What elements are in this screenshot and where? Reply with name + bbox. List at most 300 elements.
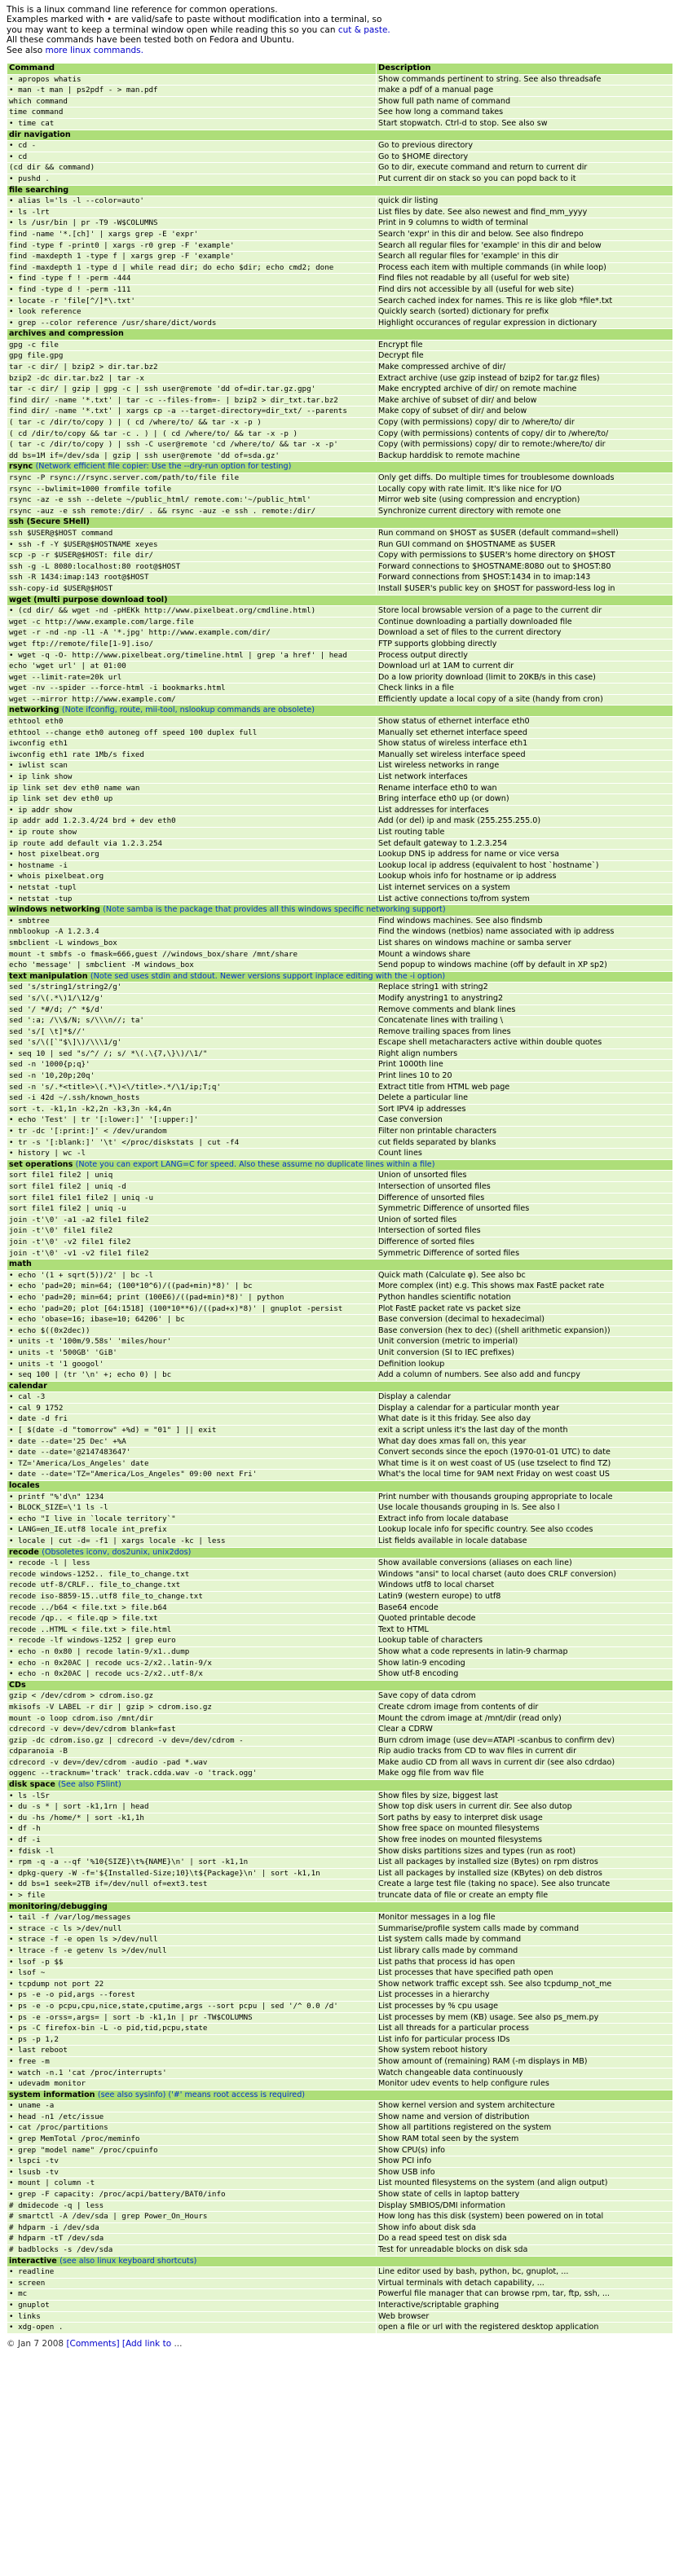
command-cell[interactable]: # smartctl -A /dev/sda | grep Power_On_Hours [7,2212,377,2223]
table-row [7,1127,673,1138]
command-cell[interactable]: • mc [7,2289,377,2301]
table-row [7,805,673,816]
command-cell[interactable]: • gnuplot [7,2300,377,2311]
command-cell[interactable]: wget -nv --spider --force-html -i bookmarks.html [7,684,377,695]
table-row [7,794,673,806]
table-header-row [7,64,673,75]
table-row [7,1614,673,1625]
command-cell[interactable]: ssh $USER@$HOST command [7,528,377,539]
command-cell[interactable]: • echo 'obase=16; ibase=10; 64206' | bc [7,1315,377,1326]
table-row [7,828,673,839]
command-cell[interactable]: recode iso-8859-15..utf8 file_to_change.txt [7,1591,377,1602]
description-cell: Mirror web site (using compression and encryption) [377,495,673,507]
command-cell[interactable]: oggenc --tracknum='track' track.cdda.wav -o 'track.ogg' [7,1769,377,1780]
description-cell: Show status of ethernet interface eth0 [377,717,673,728]
command-cell[interactable]: # badblocks -s /dev/sda [7,2245,377,2257]
command-cell[interactable]: • ps -e -o pcpu,cpu,nice,state,cputime,args --sort pcpu | sed '/^ 0.0 /d' [7,2001,377,2012]
command-cell[interactable]: bzip2 -dc dir.tar.bz2 | tar -x [7,373,377,385]
command-cell[interactable]: cdparanoia -B [7,1747,377,1758]
description-cell: Find the windows (netbios) name associated with ip address [377,927,673,939]
command-cell[interactable]: ip link set dev eth0 name wan [7,783,377,794]
description-cell: Store local browsable version of a page to the current dir [377,606,673,618]
description-cell: Create a large test file (taking no space). See also truncate [377,1879,673,1891]
table-row [7,672,673,684]
description-cell: Web browser [377,2311,673,2323]
command-cell[interactable]: gpg -c file [7,340,377,351]
command-cell[interactable]: • echo -n 0x20AC | recode ucs-2/x2..utf-8/x [7,1669,377,1681]
description-cell: Symmetric Difference of sorted files [377,1248,673,1259]
command-cell[interactable]: • lsof ~ [7,1968,377,1980]
description-cell: Show files by size, biggest last [377,1791,673,1802]
command-cell[interactable]: • head -n1 /etc/issue [7,2112,377,2123]
command-cell[interactable]: which command [7,96,377,108]
description-cell: Show available conversions (aliases on each line) [377,1558,673,1570]
command-cell[interactable]: find -type f -print0 | xargs -r0 grep -F 'example' [7,240,377,252]
description-cell: Start stopwatch. Ctrl-d to stop. See also sw [377,119,673,130]
command-cell[interactable]: find -maxdepth 1 -type d | while read dir; do echo $dir; echo cmd2; done [7,262,377,274]
command-cell[interactable]: • TZ='America/Los_Angeles' date [7,1458,377,1470]
command-cell[interactable]: • units -t '100m/9.58s' 'miles/hour' [7,1337,377,1348]
section-title-cell [7,2090,673,2101]
command-cell[interactable]: • netstat -tup [7,894,377,905]
table-row [7,1868,673,1879]
command-cell[interactable]: • > file [7,1891,377,1902]
table-row [7,2034,673,2046]
section-title: rsync [9,462,33,472]
command-cell[interactable]: • ls -lSr [7,1791,377,1802]
section-title: wget (multi purpose download tool) [9,595,168,604]
command-cell[interactable]: • cd [7,152,377,163]
command-cell[interactable]: gzip -dc cdrom.iso.gz | cdrecord -v dev=/dev/cdrom - [7,1735,377,1747]
command-cell[interactable]: echo 'message' | smbclient -M windows_box [7,961,377,972]
command-cell[interactable]: • grep --color reference /usr/share/dict/words [7,318,377,329]
table-row [7,1048,673,1060]
command-cell[interactable]: • links [7,2311,377,2323]
command-cell[interactable]: find -maxdepth 1 -type f | xargs grep -F 'example' [7,252,377,263]
description-cell: Monitor messages in a log file [377,1913,673,1924]
description-cell: Print lines 10 to 20 [377,1071,673,1083]
command-cell[interactable]: ip link set dev eth0 up [7,794,377,806]
command-cell[interactable]: • BLOCK_SIZE=\'1 ls -l [7,1503,377,1514]
table-row [7,1747,673,1758]
description-cell: Decrypt file [377,351,673,363]
command-cell[interactable]: • wget -q -O- http://www.pixelbeat.org/timeline.html | grep 'a href' | head [7,650,377,662]
command-cell[interactable]: sed -i 42d ~/.ssh/known_hosts [7,1093,377,1105]
command-cell[interactable]: echo 'wget url' | at 01:00 [7,662,377,673]
command-cell[interactable]: wget --mirror http://www.example.com/ [7,694,377,706]
table-row [7,1082,673,1093]
command-cell[interactable]: wget -r -nd -np -l1 -A '*.jpg' http://www.example.com/dir/ [7,628,377,640]
description-cell: Show commands pertinent to string. See also threadsafe [377,74,673,86]
command-cell[interactable]: • df -h [7,1824,377,1835]
command-cell[interactable]: • df -i [7,1835,377,1847]
table-row [7,296,673,307]
command-cell[interactable]: • tcpdump not port 22 [7,1979,377,1990]
command-cell[interactable]: gpg file.gpg [7,351,377,363]
command-cell[interactable]: • units -t '500GB' 'GiB' [7,1347,377,1359]
description-cell: Find files not readable by all (useful for web site) [377,274,673,285]
command-cell[interactable]: • find -type f ! -perm -444 [7,274,377,285]
command-cell[interactable]: • cd - [7,141,377,152]
description-cell: Create cdrom image from contents of dir [377,1702,673,1713]
command-cell[interactable]: # hdparm -tT /dev/sda [7,2234,377,2245]
command-cell[interactable]: rsync -P rsync://rsync.server.com/path/to/file file [7,473,377,485]
description-cell: Show disks partitions sizes and types (run as root) [377,1846,673,1857]
table-row [7,938,673,949]
command-cell[interactable]: ip route add default via 1.2.3.254 [7,838,377,850]
command-cell[interactable]: sort file1 file2 | uniq [7,1171,377,1182]
description-cell: Union of sorted files [377,1215,673,1226]
command-cell[interactable]: sed 's/string1/string2/g' [7,982,377,994]
command-cell[interactable]: smbclient -L windows_box [7,938,377,949]
command-cell[interactable]: • ssh -f -Y $USER@$HOSTNAME xeyes [7,539,377,551]
command-cell[interactable]: • echo 'pad=20; plot [64:1518] (100*10**6)/((pad+x)*8)' | gnuplot -persist [7,1303,377,1315]
command-cell[interactable]: dd bs=1M if=/dev/sda | gzip | ssh user@remote 'dd of=sda.gz' [7,451,377,462]
command-cell[interactable]: sort file1 file2 | uniq -d [7,1182,377,1193]
description-cell: Display SMBIOS/DMI information [377,2200,673,2212]
command-cell[interactable]: cdrecord -v dev=/dev/cdrom -audio -pad *.wav [7,1757,377,1769]
command-cell[interactable]: wget ftp://remote/file[1-9].iso/ [7,639,377,650]
command-cell[interactable]: • echo -n 0x80 | recode latin-9/x1..dump [7,1646,377,1658]
command-cell[interactable]: sed 's/[ \t]*$//' [7,1026,377,1038]
command-cell[interactable]: sed 's/\([`"$\]\)/\\\1/g' [7,1038,377,1049]
command-cell[interactable]: • echo '(1 + sqrt(5))/2' | bc -l [7,1270,377,1281]
command-cell[interactable]: sed -n '10,20p;20q' [7,1071,377,1083]
command-cell[interactable]: join -t'\0' -a1 -a2 file1 file2 [7,1215,377,1226]
command-cell[interactable]: • locale | cut -d= -f1 | xargs locale -kc | less [7,1536,377,1548]
command-cell[interactable]: • smbtree [7,916,377,927]
description-cell: List all packages by installed size (KBytes) on deb distros [377,1868,673,1879]
table-row [7,539,673,551]
command-cell[interactable]: • mount | column -t [7,2178,377,2190]
table-row [7,2056,673,2068]
command-cell[interactable]: • echo "I live in `locale territory`" [7,1514,377,1525]
comments-link[interactable]: [Comments] [66,2338,120,2349]
command-cell[interactable]: • uname -a [7,2101,377,2112]
command-cell[interactable]: • cal 9 1752 [7,1403,377,1414]
command-cell[interactable]: • ls -lrt [7,207,377,218]
command-cell[interactable]: • rpm -q -a --qf '%10{SIZE}\t%{NAME}\n' | sort -k1,1n [7,1857,377,1869]
command-cell[interactable]: • fdisk -l [7,1846,377,1857]
table-row [7,2311,673,2323]
command-cell[interactable]: mount -o loop cdrom.iso /mnt/dir [7,1713,377,1725]
command-cell[interactable]: • recode -lf windows-1252 | grep euro [7,1636,377,1647]
description-cell: Forward connections from $HOST:1434 in to imap:143 [377,573,673,584]
command-cell[interactable]: recode /qp.. < file.qp > file.txt [7,1614,377,1625]
table-row [7,429,673,440]
description-cell: Show free inodes on mounted filesystems [377,1835,673,1847]
command-cell[interactable]: • ps -e -orss=,args= | sort -b -k1,1n | pr -TW$COLUMNS [7,2012,377,2024]
command-cell[interactable]: join -t'\0' file1 file2 [7,1226,377,1237]
command-cell[interactable]: • echo 'pad=20; min=64; (100*10^6)/((pad+min)*8)' | bc [7,1281,377,1293]
description-cell: List fields available in locale database [377,1536,673,1548]
command-cell[interactable]: time command [7,108,377,119]
description-cell: Sort IPV4 ip addresses [377,1104,673,1115]
table-row [7,1923,673,1935]
command-cell[interactable]: sed '/ *#/d; /^ *$/d' [7,1004,377,1016]
description-cell: List active connections to/from system [377,894,673,905]
command-cell[interactable]: • ip route show [7,828,377,839]
command-cell[interactable]: ssh -R 1434:imap:143 root@$HOST [7,573,377,584]
table-row [7,506,673,517]
command-cell[interactable]: • tr -s '[:blank:]' '\t' </proc/diskstats | cut -f4 [7,1137,377,1149]
command-cell[interactable]: wget -c http://www.example.com/large.file [7,617,377,628]
command-cell[interactable]: • echo -n 0x20AC | recode ucs-2/x2..latin-9/x [7,1658,377,1669]
command-cell[interactable]: • ip addr show [7,805,377,816]
command-cell[interactable]: tar -c dir/ | bzip2 > dir.tar.bz2 [7,363,377,374]
table-row [7,2300,673,2311]
command-cell[interactable]: ethtool eth0 [7,717,377,728]
description-cell: Windows "ansi" to local charset (auto does CRLF conversion) [377,1569,673,1580]
command-cell[interactable]: • grep "model name" /proc/cpuinfo [7,2145,377,2156]
table-row [7,351,673,363]
description-cell: Show free space on mounted filesystems [377,1824,673,1835]
command-cell[interactable]: mount -t smbfs -o fmask=666,guest //windows_box/share /mnt/share [7,949,377,961]
command-cell[interactable]: sed ':a; /\\$/N; s/\\\n//; ta' [7,1016,377,1027]
command-cell[interactable]: • du -s * | sort -k1,1rn | head [7,1802,377,1813]
command-cell[interactable]: mkisofs -V LABEL -r dir | gzip > cdrom.iso.gz [7,1702,377,1713]
command-cell[interactable]: • lspci -tv [7,2156,377,2168]
section-title: interactive [9,2256,57,2266]
description-cell: Show amount of (remaining) RAM (-m displays in MB) [377,2056,673,2068]
command-cell[interactable]: • du -hs /home/* | sort -k1,1h [7,1813,377,1824]
table-row [7,1436,673,1448]
command-cell[interactable]: • ls /usr/bin | pr -T9 -W$COLUMNS [7,218,377,230]
command-cell[interactable]: • host pixelbeat.org [7,850,377,861]
table-row [7,1835,673,1847]
command-cell[interactable]: • history | wc -l [7,1149,377,1160]
command-cell[interactable]: gzip < /dev/cdrom > cdrom.iso.gz [7,1691,377,1703]
command-cell[interactable]: • iwlist scan [7,761,377,772]
description-cell: List all threads for a particular process [377,2024,673,2035]
command-cell[interactable]: • echo $((0x2dec)) [7,1325,377,1337]
section-note: (Note samba is the package that provides all this windows specific networking support) [103,905,446,915]
command-cell[interactable]: ( tar -c /dir/to/copy ) | ( cd /where/to/ && tar -x -p ) [7,418,377,429]
command-cell[interactable]: • cal -3 [7,1392,377,1404]
section-title: set operations [9,1159,73,1169]
command-cell[interactable]: • (cd dir/ && wget -nd -pHEKk http://www.pixelbeat.org/cmdline.html) [7,606,377,618]
table-row [7,1137,673,1149]
command-cell[interactable]: • date --date='TZ="America/Los_Angeles" 09:00 next Fri' [7,1470,377,1481]
table-row [7,484,673,495]
add-link-link[interactable]: [Add link to [121,2338,172,2349]
command-cell[interactable]: • date --date='25 Dec' +%A [7,1436,377,1448]
command-cell[interactable]: • ltrace -f -e getenv ls >/dev/null [7,1945,377,1957]
table-row [7,1448,673,1459]
command-cell[interactable]: • whois pixelbeat.org [7,872,377,883]
description-cell: Convert seconds since the epoch (1970-01-01 UTC) to date [377,1448,673,1459]
command-cell[interactable]: • strace -f -e open ls >/dev/null [7,1935,377,1946]
command-cell[interactable]: • ip link show [7,772,377,784]
command-cell[interactable]: • echo 'pad=20; min=64; print (100E6)/((pad+min)*8)' | python [7,1292,377,1303]
command-cell[interactable]: • tail -f /var/log/messages [7,1913,377,1924]
command-cell[interactable]: scp -p -r $USER@$HOST: file dir/ [7,551,377,562]
section-header [7,130,673,141]
table-row [7,739,673,750]
command-cell[interactable]: • printf "%'d\n" 1234 [7,1492,377,1503]
command-cell[interactable]: iwconfig eth1 rate 1Mb/s fixed [7,750,377,761]
command-cell[interactable]: • [ $(date -d "tomorrow" +%d) = "01" ] || exit [7,1426,377,1437]
command-cell[interactable]: recode ..HTML < file.txt > file.html [7,1624,377,1636]
description-cell: Print number with thousands grouping appropriate to locale [377,1492,673,1503]
table-row [7,949,673,961]
command-cell[interactable]: find dir/ -name '*.txt' | xargs cp -a --target-directory=dir_txt/ --parents [7,407,377,418]
section-header [7,329,673,341]
section-title: dir navigation [9,130,71,139]
command-cell[interactable]: • date --date='@2147483647' [7,1448,377,1459]
description-cell: Lookup local ip address (equivalent to host `hostname`) [377,860,673,872]
command-cell[interactable]: • udevadm monitor [7,2079,377,2090]
description-cell: List shares on windows machine or samba server [377,938,673,949]
table-row [7,1347,673,1359]
command-cell[interactable]: • ps -e -o pid,args --forest [7,1990,377,2002]
command-cell[interactable]: • grep MemTotal /proc/meminfo [7,2134,377,2146]
description-cell: Python handles scientific notation [377,1292,673,1303]
table-row [7,617,673,628]
description-cell: Show RAM total seen by the system [377,2134,673,2146]
command-cell[interactable]: • watch -n.1 'cat /proc/interrupts' [7,2068,377,2079]
table-row [7,728,673,739]
command-cell[interactable]: • find -type d ! -perm -111 [7,284,377,296]
section-header [7,595,673,606]
section-header [7,185,673,196]
command-cell[interactable]: # hdparm -i /dev/sda [7,2222,377,2234]
command-cell[interactable]: # dmidecode -q | less [7,2200,377,2212]
command-cell[interactable]: wget --limit-rate=20k url [7,672,377,684]
table-row [7,816,673,828]
command-cell[interactable]: • apropos whatis [7,74,377,86]
command-cell[interactable]: • locate -r 'file[^/]*\.txt' [7,296,377,307]
table-row [7,229,673,240]
command-cell[interactable]: ssh -g -L 8080:localhost:80 root@$HOST [7,561,377,573]
command-cell[interactable]: nmblookup -A 1.2.3.4 [7,927,377,939]
table-row [7,1702,673,1713]
more-commands-link[interactable]: more linux commands. [45,45,143,55]
table-row [7,1813,673,1824]
command-cell[interactable]: sort file1 file1 file2 | uniq -u [7,1193,377,1204]
table-row [7,1624,673,1636]
command-cell[interactable]: (cd dir && command) [7,163,377,174]
command-cell[interactable]: • units -t '1 googol' [7,1359,377,1370]
command-cell[interactable]: • pushd . [7,174,377,185]
table-row [7,1735,673,1747]
table-row [7,1281,673,1293]
command-cell[interactable]: sed -n '1000{p;q}' [7,1060,377,1071]
command-cell[interactable]: • last reboot [7,2046,377,2057]
command-cell[interactable]: • man -t man | ps2pdf - > man.pdf [7,86,377,97]
command-cell[interactable]: • alias l='ls -l --color=auto' [7,196,377,208]
command-cell[interactable]: find -name '*.[ch]' | xargs grep -E 'expr' [7,229,377,240]
command-cell[interactable]: • time cat [7,119,377,130]
command-cell[interactable]: • LANG=en_IE.utf8 locale int_prefix [7,1525,377,1536]
command-cell[interactable]: • cat /proc/partitions [7,2123,377,2134]
description-cell: Show latin-9 encoding [377,1658,673,1669]
description-cell: Forward connections to $HOSTNAME:8080 out to $HOST:80 [377,561,673,573]
table-row [7,916,673,927]
description-cell: Difference of sorted files [377,1237,673,1248]
command-cell[interactable]: • dd bs=1 seek=2TB if=/dev/null of=ext3.test [7,1879,377,1891]
description-cell: Use locale thousands grouping in ls. See also l [377,1503,673,1514]
command-cell[interactable]: ip addr add 1.2.3.4/24 brd + dev eth0 [7,816,377,828]
command-cell[interactable]: rsync -az -e ssh --delete ~/public_html/ remote.com:'~/public_html' [7,495,377,507]
table-row [7,1060,673,1071]
command-cell[interactable]: • lsusb -tv [7,2167,377,2178]
command-cell[interactable]: • tr -dc '[:print:]' < /dev/urandom [7,1127,377,1138]
table-row [7,363,673,374]
description-cell: open a file or url with the registered desktop application [377,2323,673,2334]
command-cell[interactable]: recode windows-1252.. file_to_change.txt [7,1569,377,1580]
command-cell[interactable]: • seq 100 | (tr '\n' +; echo 0) | bc [7,1370,377,1382]
description-cell: Unit conversion (metric to imperial) [377,1337,673,1348]
command-cell[interactable]: rsync -auz -e ssh remote:/dir/ . && rsync -auz -e ssh . remote:/dir/ [7,506,377,517]
command-cell[interactable]: • readline [7,2267,377,2279]
copyright-mark: © [7,2338,15,2349]
description-cell: Show system reboot history [377,2046,673,2057]
section-header [7,971,673,982]
command-cell[interactable]: • echo 'Test' | tr '[:lower:]' '[:upper:]' [7,1115,377,1127]
command-cell[interactable]: • screen [7,2278,377,2289]
command-cell[interactable]: cdrecord -v dev=/dev/cdrom blank=fast [7,1725,377,1736]
command-cell[interactable]: • recode -l | less [7,1558,377,1570]
command-cell[interactable]: • look reference [7,307,377,319]
command-cell[interactable]: • ps -C firefox-bin -L -o pid,tid,pcpu,state [7,2024,377,2035]
command-cell[interactable]: ethtool --change eth0 autoneg off speed 100 duplex full [7,728,377,739]
table-row [7,86,673,97]
command-cell[interactable]: sort file1 file2 | uniq -u [7,1204,377,1215]
command-cell[interactable]: recode utf-8/CRLF.. file_to_change.txt [7,1580,377,1592]
command-cell[interactable]: • strace -c ls >/dev/null [7,1923,377,1935]
command-cell[interactable]: • hostname -i [7,860,377,872]
command-cell[interactable]: recode ../b64 < file.txt > file.b64 [7,1602,377,1614]
command-cell[interactable]: • lsof -p $$ [7,1957,377,1968]
table-row [7,1270,673,1281]
command-cell[interactable]: find dir/ -name '*.txt' | tar -c --files-from=- | bzip2 > dir_txt.tar.bz2 [7,395,377,407]
command-cell[interactable]: sed -n 's/.*<title>\(.*\)<\/title>.*/\1/ip;T;q' [7,1082,377,1093]
command-cell[interactable]: ( cd /dir/to/copy && tar -c . ) | ( cd /where/to/ && tar -x -p ) [7,429,377,440]
table-row [7,1791,673,1802]
table-row [7,96,673,108]
command-cell[interactable]: • dpkg-query -W -f='${Installed-Size;10}\t${Package}\n' | sort -k1,1n [7,1868,377,1879]
command-cell[interactable]: join -t'\0' -v1 -v2 file1 file2 [7,1248,377,1259]
command-cell[interactable]: • grep -F capacity: /proc/acpi/battery/BAT0/info [7,2190,377,2201]
description-cell: Save copy of data cdrom [377,1691,673,1703]
cut-paste-link[interactable]: cut & paste. [337,24,390,35]
table-row [7,451,673,462]
command-cell[interactable]: • date -d fri [7,1414,377,1426]
description-cell: What date is it this friday. See also day [377,1414,673,1426]
section-header [7,1901,673,1913]
description-cell: Burn cdrom image (use dev=ATAPI -scanbus to confirm dev) [377,1735,673,1747]
table-row [7,1182,673,1193]
command-cell[interactable]: • xdg-open . [7,2323,377,2334]
command-cell[interactable]: ( tar -c /dir/to/copy ) | ssh -C user@remote 'cd /where/to/ && tar -x -p' [7,440,377,451]
command-cell[interactable]: • seq 10 | sed "s/^/ /; s/ *\(.\{7,\}\)/\1/" [7,1048,377,1060]
command-cell[interactable]: sort -t. -k1,1n -k2,2n -k3,3n -k4,4n [7,1104,377,1115]
table-row [7,2134,673,2146]
command-cell[interactable]: tar -c dir/ | gzip | gpg -c | ssh user@remote 'dd of=dir.tar.gz.gpg' [7,385,377,396]
command-cell[interactable]: • netstat -tupl [7,882,377,894]
command-cell[interactable]: rsync --bwlimit=1000 fromfile tofile [7,484,377,495]
command-cell[interactable]: • free -m [7,2056,377,2068]
command-cell[interactable]: join -t'\0' -v2 file1 file2 [7,1237,377,1248]
command-cell[interactable]: • ps -p 1,2 [7,2034,377,2046]
table-row [7,1802,673,1813]
command-cell[interactable]: iwconfig eth1 [7,739,377,750]
table-row [7,1215,673,1226]
command-cell[interactable]: ssh-copy-id $USER@$HOST [7,583,377,595]
command-cell[interactable]: sed 's/\(.*\)1/\12/g' [7,993,377,1004]
table-row [7,1171,673,1182]
